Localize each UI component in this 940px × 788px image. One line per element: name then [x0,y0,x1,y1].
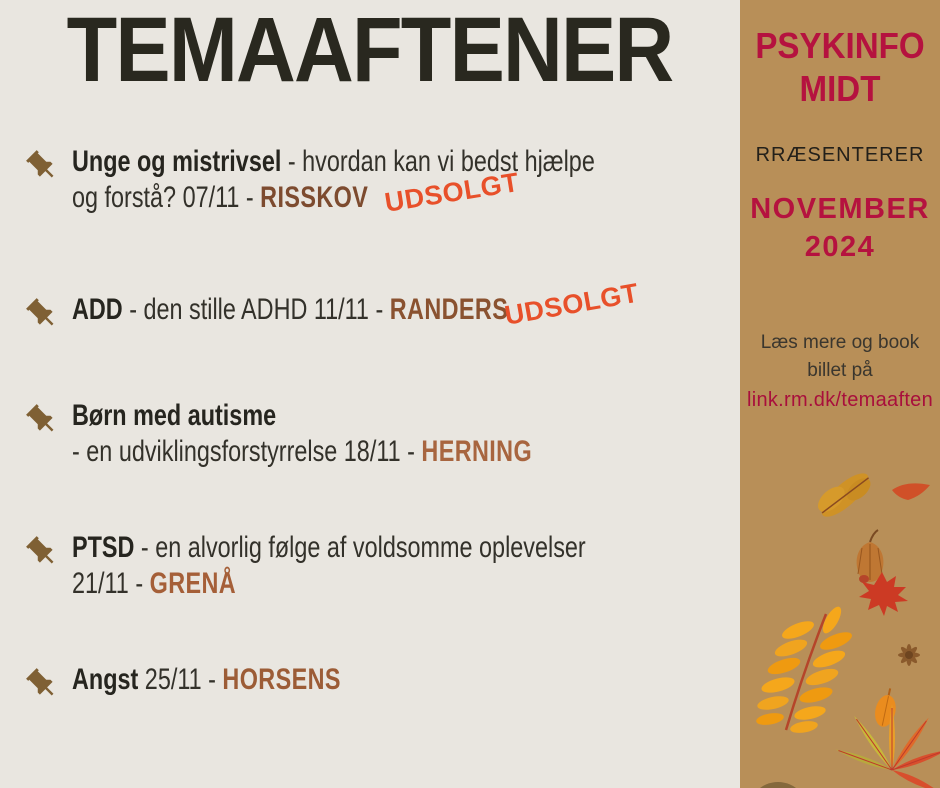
presents-label: RRÆSENTERER [755,144,925,167]
event-line [72,180,622,216]
star-anise-icon [898,644,920,666]
physalis-lantern-icon [857,530,884,583]
event-line [72,662,622,698]
autumn-leaves-decoration [740,438,940,788]
event-line [72,530,622,566]
event-text [72,662,622,698]
event-desc: og forstå? 07/11 - [72,181,261,214]
event-title: Angst [72,663,139,696]
event-line [72,398,622,434]
soldout-badge: UDSOLGT [382,166,522,218]
pushpin-icon [24,148,60,184]
rowan-leaf-icon [755,604,854,735]
event-desc: - en udviklingsforstyrrelse 18/11 - [72,435,422,468]
event-title: ADD [72,293,123,326]
event-desc: 21/11 - [72,567,150,600]
event-line [72,144,622,180]
event-location: HORSENS [222,663,341,696]
red-leaf-fragment-icon [892,483,930,500]
booking-info: Læs mere og book billet på [760,331,920,382]
event-location: RANDERS [389,293,509,326]
soldout-badge: UDSOLGT [502,277,641,331]
event-title: Børn med autisme [72,399,277,432]
page-title: TEMAAFTENER [67,0,673,101]
event-title: Unge og mistrivsel [72,145,282,178]
event-desc: - en alvorlig følge af voldsomme oplevelser [134,531,586,564]
event-desc: - hvordan kan vi bedst hjælpe [281,145,595,178]
pushpin-icon [24,296,60,332]
shadow-leaf-icon [748,782,808,788]
event-location: HERNING [421,435,533,468]
oak-leaf-icon [813,464,876,525]
pushpin-icon [24,402,60,438]
booking-link[interactable]: link.rm.dk/temaaften [746,388,934,411]
pushpin-icon [24,666,60,702]
event-location: GRENÅ [149,567,237,600]
event-title: PTSD [72,531,135,564]
sidebar [740,0,940,788]
event-desc: 25/11 - [138,663,223,696]
event-line [72,434,622,470]
month-label: NOVEMBER 2024 [750,193,930,264]
event-text [72,144,622,216]
small-orange-leaf-icon [872,686,900,728]
brand-name: PSYKINFO MIDT [755,25,925,110]
event-text [72,398,622,470]
event-location: RISSKOV [260,181,369,214]
event-text [72,530,622,602]
event-line [72,566,622,602]
pushpin-icon [24,534,60,570]
event-desc: - den stille ADHD 11/11 - [122,293,390,326]
